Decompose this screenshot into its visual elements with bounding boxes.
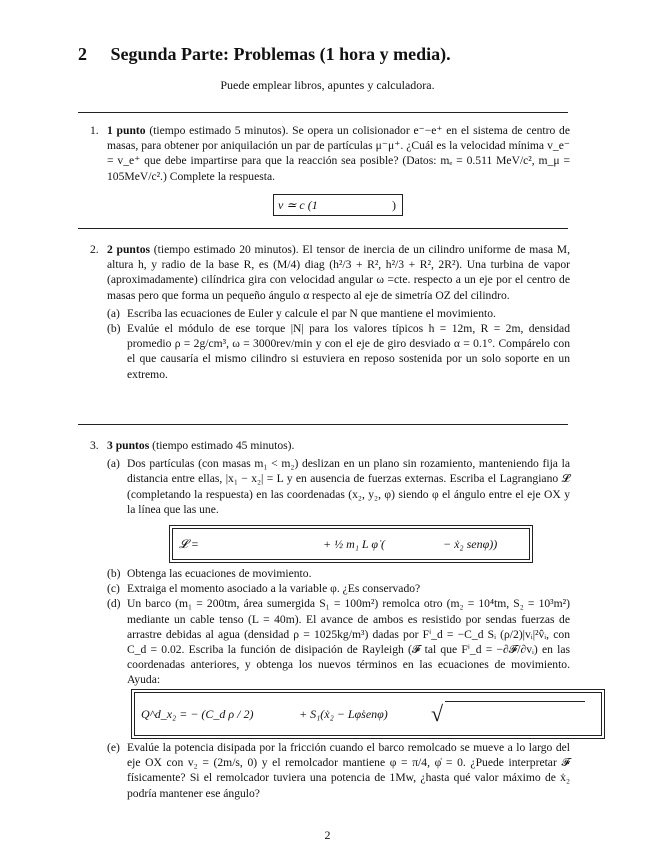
- problem-number: 2.: [90, 243, 99, 256]
- sqrt-symbol: √: [431, 701, 444, 726]
- lagrangian-middle: + ½ m₁ L φ̇ (: [323, 537, 386, 551]
- problem-number: 3.: [90, 439, 99, 452]
- subquestion-text: Un barco (m₁ = 200tm, área sumergida S₁ = 100m²) remolca otro (m₂ = 10⁴tm, S₂ = 10³m²) mediante un cable tenso (L = 40m). El avance de ambos es resistido por sendas fuerzas de arrastre debidas al agua (densidad ρ = 1025kg/m³) dadas por Fⁱ_d = −C_d Sᵢ (ρ/2)|vᵢ|²v̂ᵢ, con C_d = 0.02. Escriba la función de disipación de Rayleigh (𝓕 tal que Fⁱ_d = −∂𝓕/∂vᵢ) en las coordenadas anteriores, y obtenga los nuevos términos en las ecuaciones de movimiento. Ayuda:: [127, 597, 570, 687]
- q-middle: + S₁(ẋ₂ − Lφ̇senφ): [299, 707, 388, 721]
- subquestion-c: [107, 581, 570, 596]
- q-left: Q^d_x₂ = − (C_d ρ / 2): [141, 707, 254, 721]
- problem-statement: (tiempo estimado 20 minutos). El tensor de inercia de un cilindro uniforme de masa M, altura h, y radio de la base R, es (M/4) diag (h²/3 + R², h²/3 + R², 2R²). Una turbina de vapor (aproximadamente) cilíndrica gira con velocidad angular ω =cte. respecto a un eje por el centro de masas pero que forma un pequeño ángulo α respecto al eje de simetría OZ del cilindro.: [107, 243, 570, 302]
- answer-box-lagrangian[interactable]: [172, 528, 530, 560]
- subquestion-b: [107, 321, 570, 382]
- section-title: [78, 44, 451, 65]
- problem-text: [107, 123, 570, 184]
- problem-points: 3 puntos: [107, 439, 150, 452]
- subquestion-d: [107, 596, 570, 687]
- divider: [78, 228, 568, 229]
- answer-prefix: v ≃ c (1: [278, 198, 318, 212]
- subquestion-label: (b): [107, 322, 121, 336]
- subquestion-text: Escriba las ecuaciones de Euler y calcule el par N que mantiene el movimiento.: [127, 306, 496, 320]
- subquestion-label: (a): [107, 457, 120, 471]
- problem-statement: (tiempo estimado 45 minutos).: [149, 439, 295, 452]
- subquestion-text: Dos partículas (con masas m₁ < m₂) deslizan en un plano sin rozamiento, manteniendo fija la distancia entre ellas, |x₁ − x₂| = L y en ausencia de fuerzas externas. Escriba el Lagrangiano 𝓛 (completando la respuesta) en las coordenadas (x₂, y₂, φ) siendo φ el ángulo entre el eje OX y la línea que las une.: [127, 457, 570, 516]
- subquestion-a: [107, 306, 570, 321]
- section-subtitle: Puede emplear libros, apuntes y calculadora.: [220, 78, 435, 92]
- problem-2: [90, 242, 570, 382]
- section-number: 2: [78, 44, 87, 64]
- lagrangian-left: 𝓛 =: [179, 537, 199, 551]
- problem-3-part-e: [90, 740, 570, 801]
- subquestion-text: Obtenga las ecuaciones de movimiento.: [127, 567, 312, 580]
- page-number: 2: [324, 828, 331, 842]
- answer-box-velocity[interactable]: [273, 194, 403, 216]
- subquestion-text: Evalúe la potencia disipada por la fricción cuando el barco remolcado se mueve a lo largo del eje OX con v₂ = (2m/s, 0) y el remolcador mantiene φ = π/4, φ̇ = 0. ¿Puede interpretar 𝓕 físicamente? Si el remolcador tuviera una potencia de 1Mw, ¿hasta qué valor máximo de ẋ₂ podría mantener ese ángulo?: [127, 741, 570, 800]
- subquestion-label: (d): [107, 597, 121, 611]
- divider: [78, 424, 568, 425]
- subquestion-label: (b): [107, 567, 121, 580]
- problem-points: 1 punto: [107, 124, 146, 137]
- problem-statement: (tiempo estimado 5 minutos). Se opera un colisionador e⁻−e⁺ en el sistema de centro de masas, para obtener por aniquilación un par de partículas μ⁻μ⁺. ¿Cuál es la velocidad mínima v_e⁻ = v_e⁺ que debe impartirse para que la reacción sea posible? (Datos: mₑ = 0.511 MeV/c², m_μ = 105MeV/c².) Complete la respuesta.: [107, 124, 570, 183]
- lagrangian-right: − ẋ₂ senφ)): [443, 537, 498, 551]
- subquestion-b: [107, 566, 570, 581]
- problem-number: 1.: [90, 124, 99, 137]
- subquestion-a: [107, 456, 570, 517]
- divider: [78, 112, 568, 113]
- subquestion-text: Extraiga el momento asociado a la variable φ. ¿Es conservado?: [127, 582, 421, 596]
- subquestion-label: (c): [107, 582, 120, 596]
- problem-1: [90, 123, 570, 184]
- answer-box-generalized-force[interactable]: [134, 692, 602, 736]
- subquestion-text: Evalúe el módulo de ese torque |N| para los valores típicos h = 12m, R = 2m, densidad promedio ρ = 2g/cm³, ω = 3000rev/min y con el eje de giro desviado α = 0.1°. Compárelo con el que causaría el mismo cilindro si estuviera en reposo sostenida por un solo soporte en un extremo.: [127, 322, 570, 381]
- closing-paren: ): [392, 198, 396, 212]
- problem-3-continued: [90, 566, 570, 688]
- sqrt-bar: [445, 701, 585, 702]
- problem-points: 2 puntos: [107, 243, 151, 256]
- subquestion-label: (e): [107, 741, 120, 754]
- subquestion-label: (a): [107, 306, 120, 320]
- problem-text: [107, 242, 570, 303]
- section-heading: Segunda Parte: Problemas (1 hora y media).: [110, 44, 451, 64]
- problem-text: [107, 438, 570, 453]
- problem-3: [90, 438, 570, 517]
- subquestion-e: [107, 740, 570, 801]
